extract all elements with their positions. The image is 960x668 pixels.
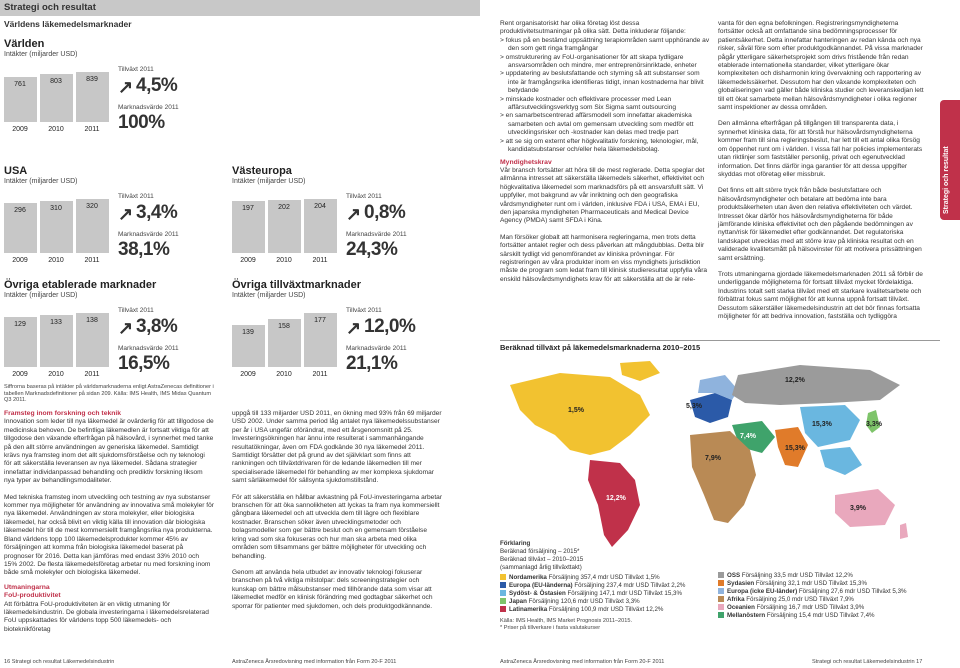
bar-value: 803 <box>50 78 62 86</box>
market-panel <box>4 165 224 275</box>
market-panel <box>232 279 452 389</box>
market-source: Siffrorna baseras på intäkter på världsmarknaderna enligt AstraZenecas definitioner i tabellen Marknadsdefinitioner på sidan 209. Källa: IMS Health, IMS Midas Quantum Q3 2011. <box>4 384 214 404</box>
legend-row <box>718 612 940 620</box>
bullet-item: > omstrukturering av FoU-organisationer för att skapa tydligare ansvarsområden och mindre, mer entreprenörsinriktade, enheter <box>500 53 697 70</box>
legend-row <box>500 574 700 582</box>
year-label: 2011 <box>84 371 100 378</box>
market-panel <box>232 165 452 275</box>
year-label: 2009 <box>12 257 28 264</box>
section-title: Världens läkemedelsmarknader <box>4 19 132 29</box>
market-panel <box>4 38 224 148</box>
growth-arrow-icon: ↗ <box>118 77 134 97</box>
legend-swatch <box>718 596 724 602</box>
bullet-item: > uppdatering av beslutsfattande och styrning så att substanser som inte är framgångsrika identifieras tidigt, innan kostnaderna har blivit betydande <box>500 70 704 95</box>
legend-name: Japan <box>509 598 529 605</box>
growth-value: 12,0% <box>364 316 416 337</box>
market-subtitle: Intäkter (miljarder USD) <box>4 178 78 185</box>
legend-text: Försäljning 33,5 mdr USD Tillväxt 12,2% <box>741 572 853 579</box>
year-label: 2009 <box>12 371 28 378</box>
year-label: 2011 <box>312 257 328 264</box>
legend-name: Latinamerika <box>509 606 549 613</box>
legend-line: (sammanlagd årlig tillväxttakt) <box>500 564 582 571</box>
growth-label: Tillväxt 2011 <box>346 307 382 314</box>
bar-value: 129 <box>14 320 26 328</box>
growth-arrow-icon: ↗ <box>346 204 362 224</box>
map-legend-left <box>500 540 700 631</box>
map-label-russia: 12,2% <box>785 377 805 384</box>
map-source: Källa: IMS Health, IMS Market Prognosis 2011–2015. <box>500 618 633 624</box>
footer-mid-left: AstraZeneca Årsredovisning med information från Form 20-F 2011 <box>232 659 397 665</box>
growth-label: Tillväxt 2011 <box>118 193 154 200</box>
paragraph: Den allmänna efterfrågan på tillgången till transparenta data, i synnerhet kliniska data, för att förstå hur hälsovårdsmyndigheterna kommer fram till sina regleringsbeslut, har lett till ett antal olika försög om öppenhet runt om i världen. I vissa fall har policies implementerats utan riktlinjer som fastställer personlig, privat och egenutvecklad information. Det finns därför inga garantier för att dessa uppgifter skyddas mot oföretag eller missbruk. <box>718 120 923 178</box>
heading-challenges: Utmaningarna <box>4 583 50 591</box>
footer-right: Strategi och resultat Läkemedelsindustrin 17 <box>812 659 923 665</box>
legend-name: Nordamerika <box>509 574 549 581</box>
year-label: 2011 <box>312 371 328 378</box>
legend-name: Mellanöstern <box>727 612 767 619</box>
legend-row <box>718 588 940 596</box>
legend-line: Beräknad tillväxt – 2010–2015 <box>500 556 584 563</box>
map-legend-right <box>718 572 940 620</box>
paragraph: Det finns ett allt större tryck från både beslutsfattare och hälsovårdsmyndigheter och betalare att bedöma inte bara produktsäkerheten utan även den relativa effektiviteten och värdet. Intresset ökar därför hos hälsovårdsmyndigheterna för både jämförande kliniska effektivitet och den pågående bedömningen av nyttan/risk för läkemedlet efter godkännandet. Det regulatoriska landskapet utvecklas med att större krav på kliniska resultat och en validerade kvalitetsmått på hälsovinster för att motivera prissättningen samt ersättning. <box>718 187 922 262</box>
region-russia <box>732 365 900 405</box>
legend-swatch <box>500 590 506 596</box>
map-label-oceania: 3,9% <box>850 505 866 512</box>
bar-value: 197 <box>242 204 254 212</box>
legend-text: Försäljning 32,1 mdr USD Tillväxt 15,3% <box>755 580 867 587</box>
bar-value: 839 <box>86 76 98 83</box>
legend-text: Försäljning 357,4 mdr USD Tillväxt 1,5% <box>548 574 660 581</box>
legend-title: Förklaring <box>500 540 531 547</box>
paragraph: vanta för den egna befolkningen. Registreringsmyndigheterna fortsätter också att omfattande sina bedömningsprocesser för patientsäkerhet. Detta innefattar hanteringen av redan kända och nya risker, såväl före som efter produktgodkännandet. På vissa marknader pågår ytterligare säkerhetsprojekt som drivs fristående från redan etablerade internationella standarder, vilket ytterligare ökar komplexiteten och disharmonin kring övervakning och rapportering av läkemedelssäkerhet. Dessutom har den växande komplexiteten och globaliseringen vad gäller både kliniska studier och leveranskedjan lett till ett ökat samarbete mellan hälsovårdsmyndigheter i olika regioner samt inspektioner av dessa områden. <box>718 20 924 112</box>
paragraph: Genom att använda hela utbudet av innovativ teknologi fokuserar branschen på två viktiga milstolpar: dels screeningstrategier och kunskap om bättre målsubstanser med tillhörande data som visar att läkemedlet medför en klinisk förändring med godtagbar säkerhet och sporrar för patienter med sjukdomen, och dels produktgodkännande. <box>232 568 433 610</box>
legend-name: Afrika <box>727 596 747 603</box>
legend-swatch <box>500 606 506 612</box>
year-label: 2010 <box>48 126 64 133</box>
map-label-middle-east: 7,4% <box>740 433 756 440</box>
heading-regulatory: Myndighetskrav <box>500 158 552 166</box>
legend-text: Försäljning 16,7 mdr USD Tillväxt 3,9% <box>756 604 865 611</box>
bullet-item: > minskade kostnader och effektivare processer med Lean affärsutvecklingsverktyg som Six Sigma samt outsourcing <box>500 95 677 112</box>
footer-left: 16 Strategi och resultat Läkemedelsindustrin <box>4 659 115 665</box>
footer-mid-right: AstraZeneca Årsredovisning med information från Form 20-F 2011 <box>500 659 665 665</box>
bar-value: 202 <box>278 203 290 211</box>
bar-value: 320 <box>86 203 98 210</box>
paragraph: Man försöker globalt att harmonisera regleringarna, men trots detta fortsätter antalet regler och dess påverkan att mångdubblas. Detta blir särskilt tydligt vid genomförandet av kliniska prövningar. För registreringen av våra produkter inom en viss myndighets jurisdiktion måste de program som ledat fram till klinisk studieresultat uppfylla våra enskild hälsovårdsmyndighets krav för att säkerställa att de är rele- <box>500 233 708 283</box>
bullet-item: > fokus på en bestämd uppsättning terapiområden samt upphörande av den som gett ringa framgångar <box>500 36 710 53</box>
legend-swatch <box>718 572 724 578</box>
growth-value: 3,4% <box>136 202 178 223</box>
legend-name: Sydöst- & Östasien <box>509 590 568 597</box>
heading-rd-productivity: FoU-produktivitet <box>4 592 61 600</box>
legend-text: Försäljning 120,6 mdr USD Tillväxt 3,3% <box>528 598 640 605</box>
share-label: Marknadsvärde 2011 <box>118 104 179 111</box>
page-header <box>0 0 480 16</box>
map-label-africa: 7,9% <box>705 455 721 462</box>
growth-value: 0,8% <box>364 202 406 223</box>
legend-row <box>718 604 940 612</box>
legend-row <box>500 590 700 598</box>
year-label: 2010 <box>276 257 292 264</box>
region-greenland <box>620 361 660 381</box>
legend-text: Försäljning 100,9 mdr USD Tillväxt 12,2% <box>548 606 664 613</box>
year-label: 2010 <box>276 371 292 378</box>
map-label-north-america: 1,5% <box>568 407 584 414</box>
legend-name: Europa (icke EU-länder) <box>727 588 799 595</box>
world-map <box>500 355 920 555</box>
market-title: USA <box>4 165 28 177</box>
legend-swatch <box>718 612 724 618</box>
year-label: 2010 <box>48 371 64 378</box>
year-label: 2009 <box>12 126 28 133</box>
growth-arrow-icon: ↗ <box>118 318 134 338</box>
map-title: Beräknad tillväxt på läkemedelsmarknaderna 2010–2015 <box>500 343 701 352</box>
paragraph: Innovation som leder till nya läkemedel är ovärderlig för att tillgodose de medicinska behoven. De befintliga läkemedlen är fortsatt viktiga för att tillgodose den växande efterfrågan på hälsovård, i synnerhet med tanke på den allt större användningen av generiska läkemedel. Samtidigt krävs nya framsteg inom det allt sjukdomsförståelse och ny teknologi för att säkerställa leveransen av nya läkemedel. Sådana strategier innefattar individanpassad behandling och prediktiv forskning liksom nya typer av behandlingsmodaliteter. <box>4 418 214 485</box>
growth-value: 3,8% <box>136 316 178 337</box>
growth-label: Tillväxt 2011 <box>346 193 382 200</box>
market-subtitle: Intäkter (miljarder USD) <box>232 292 306 299</box>
legend-row <box>718 572 940 580</box>
map-label-europe: 5,3% <box>686 403 702 410</box>
year-label: 2009 <box>240 371 256 378</box>
market-subtitle: Intäkter (miljarder USD) <box>4 292 78 299</box>
paragraph: Rent organisatoriskt har olika företag löst dessa produktivitetsutmaningar på olika sätt. Detta inkluderar följande: <box>500 20 686 36</box>
paragraph: Vår bransch fortsätter att höra till de mest reglerade. Detta speglar det allmänna intresset att säkerställa läkemedels säkerhet, effektivitet och högkvalitativa läkemedel som marknadsförs på ett ansvarsfullt sätt. Vi uppfyller, mot bakgrund av vår inriktning och den geografiska vårdsmyndigheter runt om i världen, inklusive FDA i USA, EMA i EU, den japanska myndigheten Pharmaceuticals and Medical Device Agency (PMDA) samt SFDA i Kina. <box>500 166 705 225</box>
map-label-china: 15,3% <box>812 421 832 428</box>
lower-left-text <box>4 410 214 634</box>
bar-value: 204 <box>314 203 326 210</box>
region-latin-america <box>588 460 640 547</box>
legend-text: Försäljning 237,4 mdr USD Tillväxt 2,2% <box>574 582 686 589</box>
share-value: 24,3% <box>346 239 398 260</box>
market-subtitle: Intäkter (miljarder USD) <box>4 51 78 58</box>
legend-swatch <box>718 604 724 610</box>
year-label: 2010 <box>48 257 64 264</box>
share-value: 16,5% <box>118 353 170 374</box>
growth-arrow-icon: ↗ <box>346 318 362 338</box>
mid-lower-text <box>232 410 442 611</box>
market-title: Världen <box>4 38 45 50</box>
legend-text: Försäljning 25,0 mdr USD Tillväxt 7,9% <box>746 596 854 603</box>
legend-name: Sydasien <box>727 580 756 587</box>
share-label: Marknadsvärde 2011 <box>346 231 407 238</box>
growth-arrow-icon: ↗ <box>118 204 134 224</box>
legend-swatch <box>718 588 724 594</box>
page-header-title: Strategi och resultat <box>4 2 96 13</box>
market-title: Västeuropa <box>232 165 292 177</box>
bar-value: 310 <box>50 204 62 212</box>
legend-row <box>718 580 940 588</box>
legend-swatch <box>500 574 506 580</box>
bar-value: 139 <box>242 328 254 336</box>
map-label-japan: 3,3% <box>866 421 882 428</box>
legend-swatch <box>500 582 506 588</box>
bar-value: 158 <box>278 322 290 330</box>
bar-value: 177 <box>314 317 326 324</box>
bullet-item: > att se sig om externt efter högkvalitativ forskning, teknologier, mål, kandidatsubstanser och/eller hela läkemedelsbolag. <box>500 137 699 154</box>
legend-text: Försäljning 147,1 mdr USD Tillväxt 15,3% <box>567 590 682 597</box>
legend-row <box>500 582 700 590</box>
far-right-text <box>718 20 926 321</box>
paragraph: Att förbättra FoU-produktiviteten är en viktig utmaning för läkemedelsindustrin. De globala investeringarna i läkemedelsrelaterad FoU uppskattades för världens topp 500 läkemedels- och bioteknikföretag <box>4 600 209 633</box>
legend-rows <box>500 574 700 614</box>
paragraph: Trots utmaningarna gjordade läkemedelsmarknaden 2011 så förblir de underliggande möjligheterna för fortsatt tillväxt mycket fördelaktiga. Industrins totalt sett starka tillväxt med ett starkare kvalitetsarbete och förbättrat fokus samt möjlighet för att kunna uppnå fortsatt tillväxt. Dessutom säkerställer läkemedelsindustrin att det bör finnas fortsatta möjligheter för att bedriva innovation, fastställa och tydliggöra <box>718 270 923 320</box>
year-label: 2011 <box>84 126 100 133</box>
growth-label: Tillväxt 2011 <box>118 307 154 314</box>
legend-swatch <box>718 580 724 586</box>
legend-text: Försäljning 15,4 mdr USD Tillväxt 7,4% <box>766 612 875 619</box>
bar-value: 296 <box>14 207 26 215</box>
bar-value: 138 <box>86 317 98 324</box>
share-label: Marknadsvärde 2011 <box>118 231 179 238</box>
legend-name: OSS <box>727 572 742 579</box>
share-value: 100% <box>118 112 165 133</box>
right-top-text <box>500 20 710 284</box>
bullet-list <box>500 37 710 155</box>
legend-name: Europa (EU-länderna) <box>509 582 575 589</box>
bar-value: 761 <box>14 80 26 88</box>
region-nz <box>900 523 908 539</box>
year-label: 2009 <box>240 257 256 264</box>
legend-text: Försäljning 27,6 mdr USD Tillväxt 5,3% <box>798 588 907 595</box>
growth-value: 4,5% <box>136 75 178 96</box>
share-label: Marknadsvärde 2011 <box>118 345 179 352</box>
share-label: Marknadsvärde 2011 <box>346 345 407 352</box>
paragraph: För att säkerställa en hållbar avkastning på FoU-investeringarna arbetar branschen för att öka sannolikheten att lyckas ta fram nya kommersiellt gångbara läkemedel och att utveckla dem till lägre och flexiblare kostnader. Branschen söker även utvecklingsmetoder och bolagsmodeller som ger bättre beslut och en gemensam förståelse kring vad som ska fokuseras och hur man ska arbeta med olika områden som tillsammans ger bättre möjligheter för utveckling och behandling. <box>232 493 443 560</box>
market-subtitle: Intäkter (miljarder USD) <box>232 178 306 185</box>
map-note: * Priser på tillverkare i fasta valutakurser <box>500 624 601 631</box>
map-label-latin-america: 12,2% <box>606 495 626 502</box>
chapter-tab-label: Strategi och resultat <box>943 146 950 214</box>
share-value: 38,1% <box>118 239 170 260</box>
market-title: Övriga etablerade marknader <box>4 279 157 291</box>
paragraph: uppgå till 133 miljarder USD 2011, en ökning med 93% från 69 miljarder USD 2002. Under samma period låg antalet nya läkemedelssubstanser per år i USA ungefär oförändrat, med ett årsgenomsnitt på 25. Investeringsökningen har ännu inte resulterat i sammanhängande resultatökningar, även om FDA godkände 30 nya läkemedel 2011. Samtidigt försätter det på grund av det självklart som finns att rankningen och tillväxtdrivaren för de ledande läkemedlen till mer specialiserade läkemedel för behandling av mer komplexa sjukdomar samt särläkemedel för sällsynta sjukdomstillstånd. <box>232 410 442 485</box>
legend-row <box>500 598 700 606</box>
heading-research: Framsteg inom forskning och teknik <box>4 410 122 417</box>
legend-line: Beräknad försäljning – 2015* <box>500 548 580 555</box>
map-label-south-asia: 15,3% <box>785 445 805 452</box>
region-se-asia <box>820 447 862 475</box>
legend-row <box>718 596 940 604</box>
growth-label: Tillväxt 2011 <box>118 66 154 73</box>
legend-rows <box>718 572 940 620</box>
chapter-tab[interactable] <box>940 100 960 220</box>
legend-row <box>500 606 700 614</box>
share-value: 21,1% <box>346 353 398 374</box>
year-label: 2011 <box>84 257 100 264</box>
legend-swatch <box>500 598 506 604</box>
bullet-item: > en samarbetscentrerad affärsmodell som innefattar akademiska samarbeten och avtal om gemensam utveckling som medför ett utvecklingsrisker och -kostnader kan delas med tredje part <box>500 112 694 137</box>
market-title: Övriga tillväxtmarknader <box>232 279 362 291</box>
map-divider <box>500 340 940 341</box>
region-north-america <box>510 373 650 455</box>
paragraph: Med tekniska framsteg inom utveckling och testning av nya substanser kommer nya möjligheter för användning av innovativa små molekyler för nya läkemedel. Användningen av stora molekyler, eller biologiska läkemedel, har också blivit en viktig källa till innovation där biologiska läkemedel hör till de mest kommersiellt framgångsrika nya produkterna. Bland världens topp 100 läkemedelsprodukter kommer 45% av försäljningen att komma från biologiska läkemedel baserat på prognoser för 2016. Detta kan jämföras med endast 33% 2010 och 15% 2002. De flesta läkemedelsföretag arbetar nu med forskning inom både små molekyler och biologiska läkemedel. <box>4 493 214 577</box>
bar-value: 133 <box>50 318 62 326</box>
legend-name: Oceanien <box>727 604 757 611</box>
market-panel <box>4 279 224 389</box>
